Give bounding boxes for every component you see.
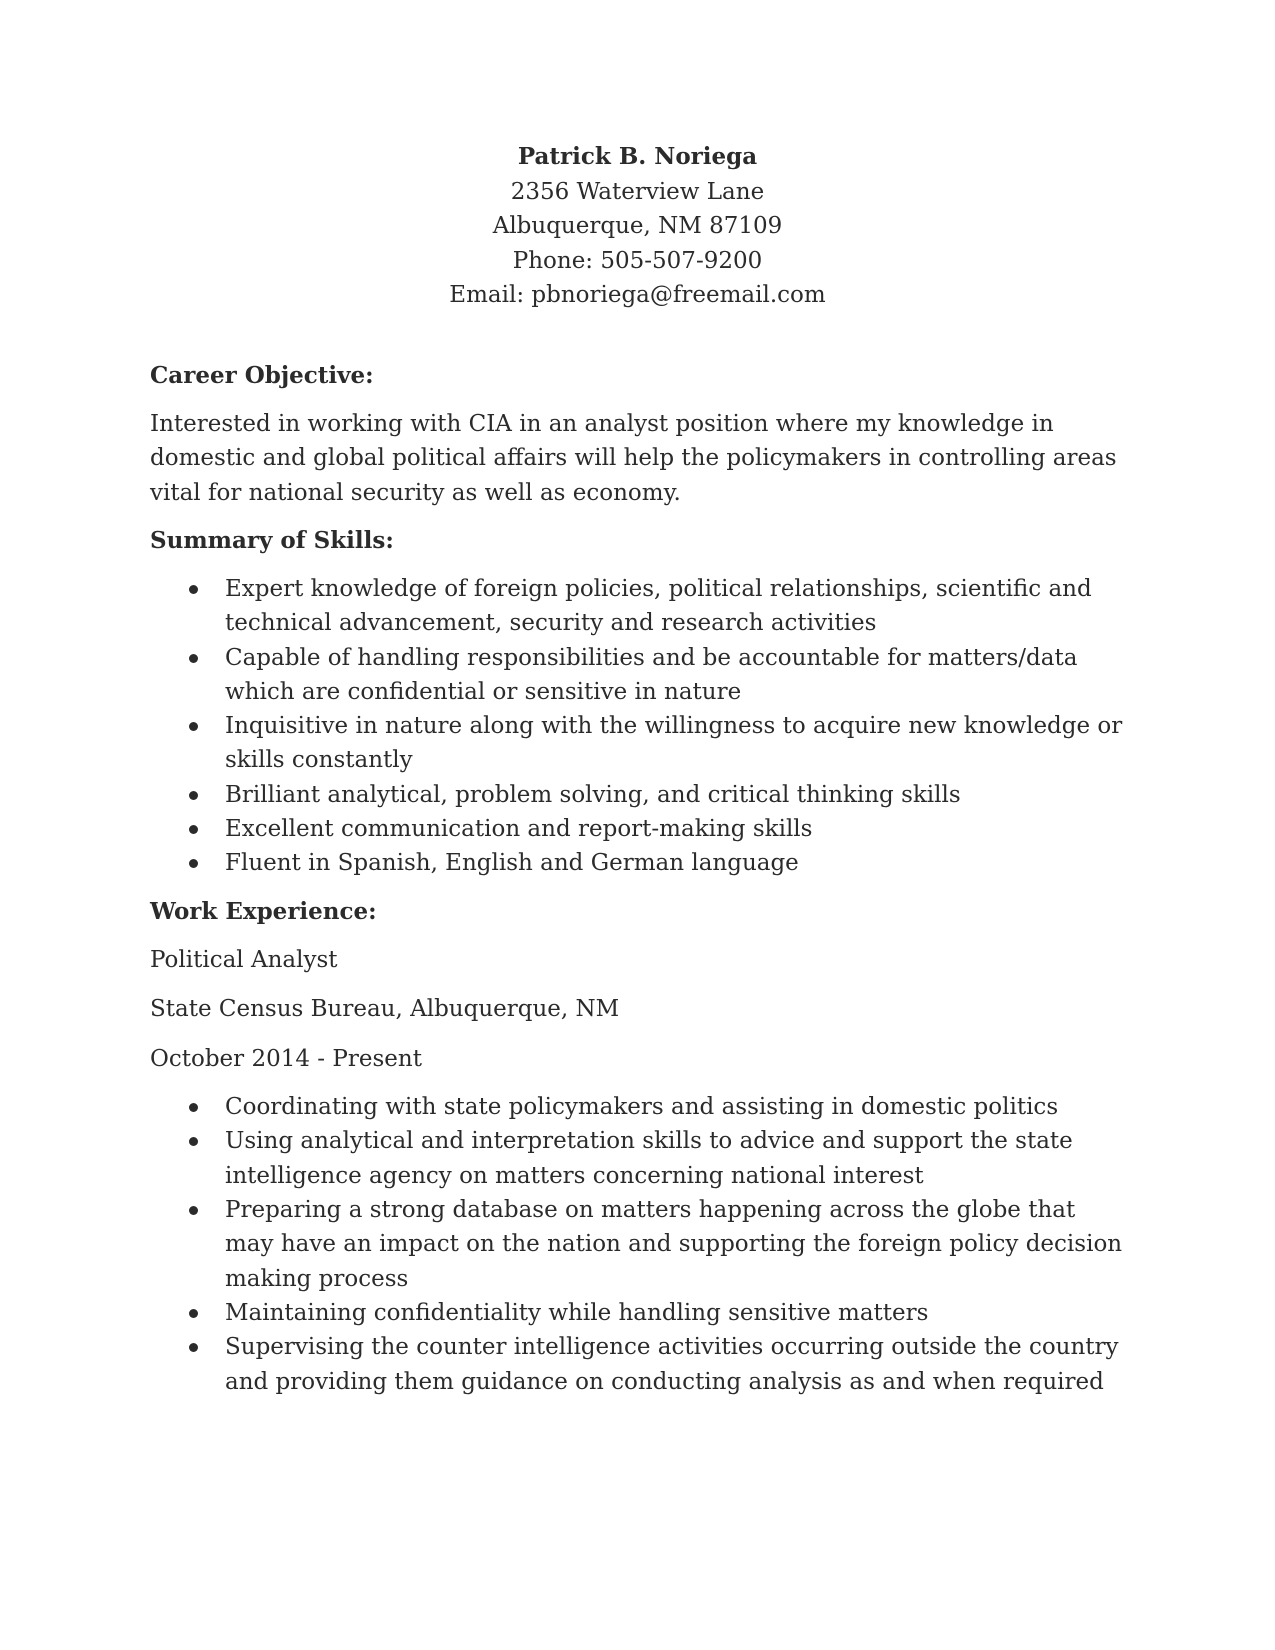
list-item-text: Using analytical and interpretation skills to advice and support the state intelligence agency on matters concerning national interest [225, 1128, 1073, 1189]
list-item-text: Brilliant analytical, problem solving, and critical thinking skills [225, 781, 961, 808]
work-duty-item [150, 1296, 1125, 1330]
bullet-icon [189, 722, 198, 731]
bullet-icon [189, 654, 198, 663]
skill-item [150, 709, 1125, 778]
skill-item [150, 812, 1125, 846]
applicant-name: Patrick B. Noriega [517, 143, 758, 170]
bullet-icon [189, 1206, 198, 1215]
work-duty-item [150, 1330, 1125, 1399]
list-item-text: Preparing a strong database on matters happening across the globe that may have an impact on the nation and supporting the foreign policy decision making process [225, 1197, 1123, 1292]
bullet-icon [189, 1309, 198, 1318]
skill-item [150, 572, 1125, 641]
career-objective-text: Interested in working with CIA in an analyst position where my knowledge in domestic and global political affairs will help the policymakers in controlling areas vital for national security as well as economy. [150, 410, 1117, 506]
bullet-icon [189, 859, 198, 868]
resume-page [150, 140, 1125, 1399]
work-duty-item [150, 1193, 1125, 1296]
contact-header [150, 140, 1125, 313]
job-title: Political Analyst [150, 946, 338, 973]
skill-item [150, 641, 1125, 710]
phone-number: Phone: 505-507-9200 [512, 247, 763, 274]
work-experience-heading: Work Experience: [150, 897, 377, 925]
list-item-text: Expert knowledge of foreign policies, political relationships, scientific and technical advancement, security and research activities [225, 576, 1092, 637]
list-item-text: Excellent communication and report-making skills [225, 816, 813, 843]
bullet-icon [189, 585, 198, 594]
skills-list [150, 572, 1125, 881]
bullet-icon [189, 1137, 198, 1146]
employment-dates: October 2014 - Present [150, 1045, 422, 1072]
list-item-text: Fluent in Spanish, English and German language [225, 850, 799, 877]
list-item-text: Capable of handling responsibilities and be accountable for matters/data which are confidential or sensitive in nature [225, 644, 1078, 705]
skill-item [150, 846, 1125, 880]
bullet-icon [189, 1343, 198, 1352]
bullet-icon [189, 791, 198, 800]
list-item-text: Maintaining confidentiality while handling sensitive matters [225, 1299, 929, 1326]
bullet-icon [189, 825, 198, 834]
work-duties-list [150, 1090, 1125, 1399]
bullet-icon [189, 1103, 198, 1112]
skills-heading: Summary of Skills: [150, 527, 394, 554]
work-duty-item [150, 1090, 1125, 1124]
work-duty-item [150, 1124, 1125, 1193]
employer: State Census Bureau, Albuquerque, NM [150, 996, 620, 1023]
career-objective-heading: Career Objective: [150, 361, 374, 389]
address-line-2: Albuquerque, NM 87109 [492, 213, 783, 239]
skill-item [150, 778, 1125, 812]
list-item-text: Supervising the counter intelligence activities occurring outside the country and providing them guidance on conducting analysis as and when required [225, 1334, 1119, 1395]
list-item-text: Coordinating with state policymakers and assisting in domestic politics [225, 1094, 1059, 1121]
list-item-text: Inquisitive in nature along with the willingness to acquire new knowledge or skills constantly [225, 713, 1123, 774]
address-line-1: 2356 Waterview Lane [510, 178, 765, 205]
email-address: Email: pbnoriega@freemail.com [449, 282, 826, 308]
